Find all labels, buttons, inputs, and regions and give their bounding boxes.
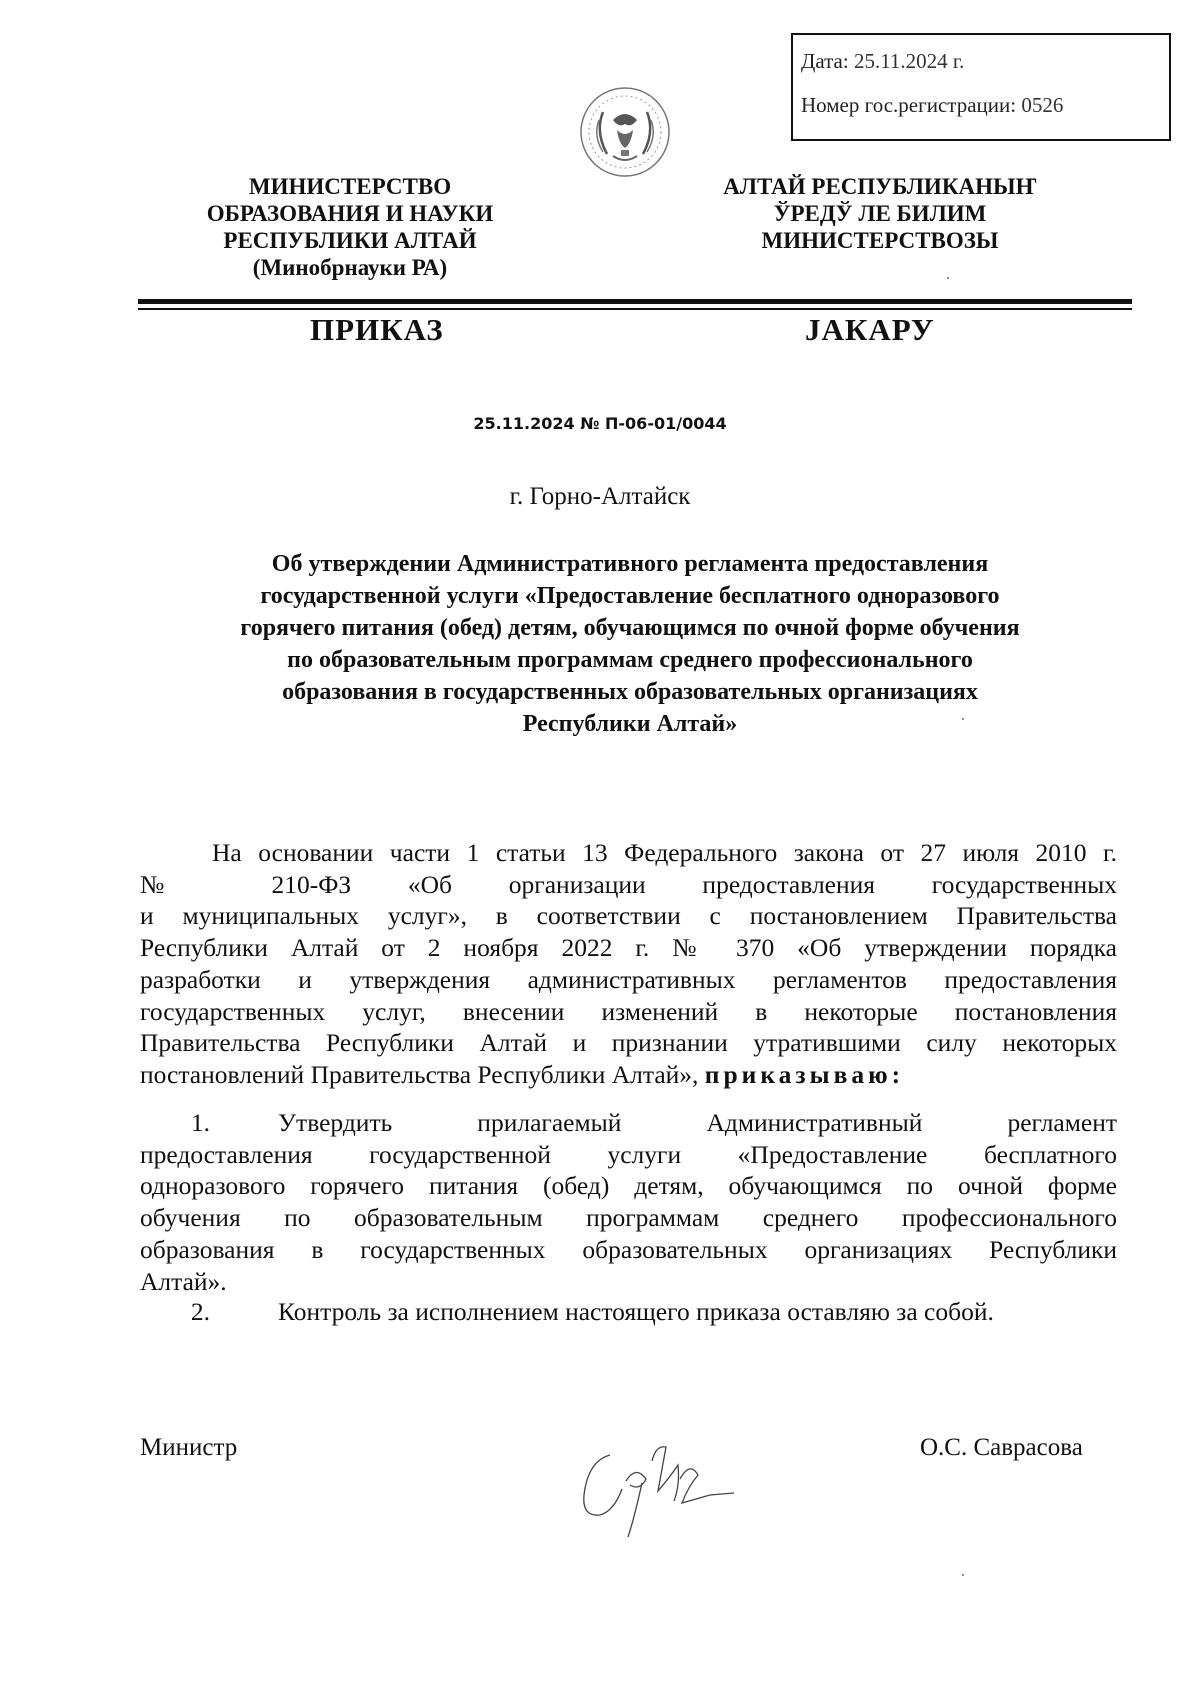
scan-speck bbox=[947, 277, 949, 279]
order-title-alt: ЈАКАРУ bbox=[805, 312, 935, 347]
ministry-header-alt-line: АЛТАЙ РЕСПУБЛИКАНЫҤ bbox=[723, 174, 1037, 199]
title-line: Республики Алтай» bbox=[522, 711, 738, 737]
registration-number-line bbox=[801, 93, 1169, 137]
handwritten-signature-icon bbox=[570, 1425, 750, 1545]
ministry-header-alt-line: ЎРЕДЎ ЛЕ БИЛИМ bbox=[773, 201, 987, 226]
preamble-paragraph bbox=[140, 837, 1117, 1091]
order-number: 25.11.2024 № П-06-01/0044 bbox=[473, 414, 727, 433]
title-line: образования в государственных образовательных организациях bbox=[282, 679, 978, 705]
document-title bbox=[160, 548, 1100, 740]
item-line: образования в государственных образовательных организациях Республики bbox=[140, 1234, 1117, 1264]
city: г. Горно-Алтайск bbox=[509, 483, 691, 510]
order-directive-word: приказываю: bbox=[704, 1059, 905, 1089]
paragraph-line-text: постановлений Правительства Республики Алтай», bbox=[140, 1059, 699, 1089]
ministry-header-ru-line: МИНИСТЕРСТВО bbox=[248, 174, 452, 199]
paragraph-line: На основании части 1 статьи 13 Федерального закона от 27 июля 2010 г. bbox=[212, 838, 1117, 867]
ministry-header-ru-line: ОБРАЗОВАНИЯ И НАУКИ bbox=[206, 201, 494, 226]
paragraph-last-line bbox=[140, 1059, 1117, 1091]
ministry-header-alt-line: МИНИСТЕРСТВОЗЫ bbox=[761, 228, 999, 253]
registration-date-label: Дата: bbox=[801, 49, 849, 73]
paragraph-line: и муниципальных услуг», в соответствии с постановлением Правительства bbox=[140, 901, 1117, 931]
registration-number-value: 0526 bbox=[1021, 93, 1064, 117]
order-item-2 bbox=[140, 1296, 1117, 1328]
registration-number-label: Номер гос.регистрации: bbox=[801, 93, 1017, 117]
paragraph-line: государственных услуг, внесении изменений в некоторые постановления bbox=[140, 996, 1117, 1026]
item-number: 2. bbox=[190, 1297, 210, 1326]
item-line: предоставления государственной услуги «Предоставление бесплатного bbox=[140, 1139, 1117, 1169]
header-divider-thick bbox=[138, 299, 1132, 304]
paragraph-line: разработки и утверждения административных регламентов предоставления bbox=[140, 964, 1117, 994]
item-line: обучения по образовательным программам среднего профессионального bbox=[140, 1203, 1117, 1233]
ministry-header-ru-line: (Минобрнауки РА) bbox=[252, 255, 448, 280]
item-last-line: Алтай». bbox=[140, 1266, 227, 1296]
item-number: 1. bbox=[190, 1108, 210, 1137]
order-title-ru: ПРИКАЗ bbox=[310, 312, 444, 347]
title-line: по образовательным программам среднего профессионального bbox=[287, 647, 973, 673]
item-text: Контроль за исполнением настоящего приказа оставляю за собой. bbox=[278, 1297, 994, 1326]
scan-speck bbox=[962, 718, 964, 720]
coat-of-arms-icon bbox=[573, 80, 677, 184]
title-line: горячего питания (обед) детям, обучающимся по очной форме обучения bbox=[240, 615, 1020, 641]
registration-stamp bbox=[791, 33, 1171, 141]
title-line: государственной услуги «Предоставление бесплатного одноразового bbox=[260, 583, 1000, 609]
scan-speck bbox=[962, 1574, 964, 1576]
item-first-line bbox=[140, 1107, 1117, 1139]
registration-date-line bbox=[801, 49, 1169, 93]
paragraph-line: Республики Алтай от 2 ноября 2022 г. № 370 «Об утверждении порядка bbox=[140, 933, 1117, 963]
paragraph-line: № 210-ФЗ «Об организации предоставления государственных bbox=[140, 869, 1117, 899]
paragraph-line: Правительства Республики Алтай и признании утратившими силу некоторых bbox=[140, 1028, 1117, 1058]
title-line: Об утверждении Административного регламента предоставления bbox=[271, 551, 989, 577]
ministry-header-alt bbox=[720, 173, 1040, 254]
registration-date-value: 25.11.2024 г. bbox=[853, 49, 965, 73]
item-first-text: Утвердить прилагаемый Административный регламент bbox=[278, 1108, 1117, 1137]
ministry-header-ru bbox=[180, 173, 520, 281]
order-item-1 bbox=[140, 1107, 1117, 1297]
header-divider-thin bbox=[138, 308, 1132, 310]
signatory-name: О.С. Саврасова bbox=[920, 1434, 1083, 1461]
item-line: одноразового горячего питания (обед) детям, обучающимся по очной форме bbox=[140, 1171, 1117, 1201]
ministry-header-ru-line: РЕСПУБЛИКИ АЛТАЙ bbox=[223, 228, 477, 253]
signatory-position: Министр bbox=[140, 1434, 238, 1461]
